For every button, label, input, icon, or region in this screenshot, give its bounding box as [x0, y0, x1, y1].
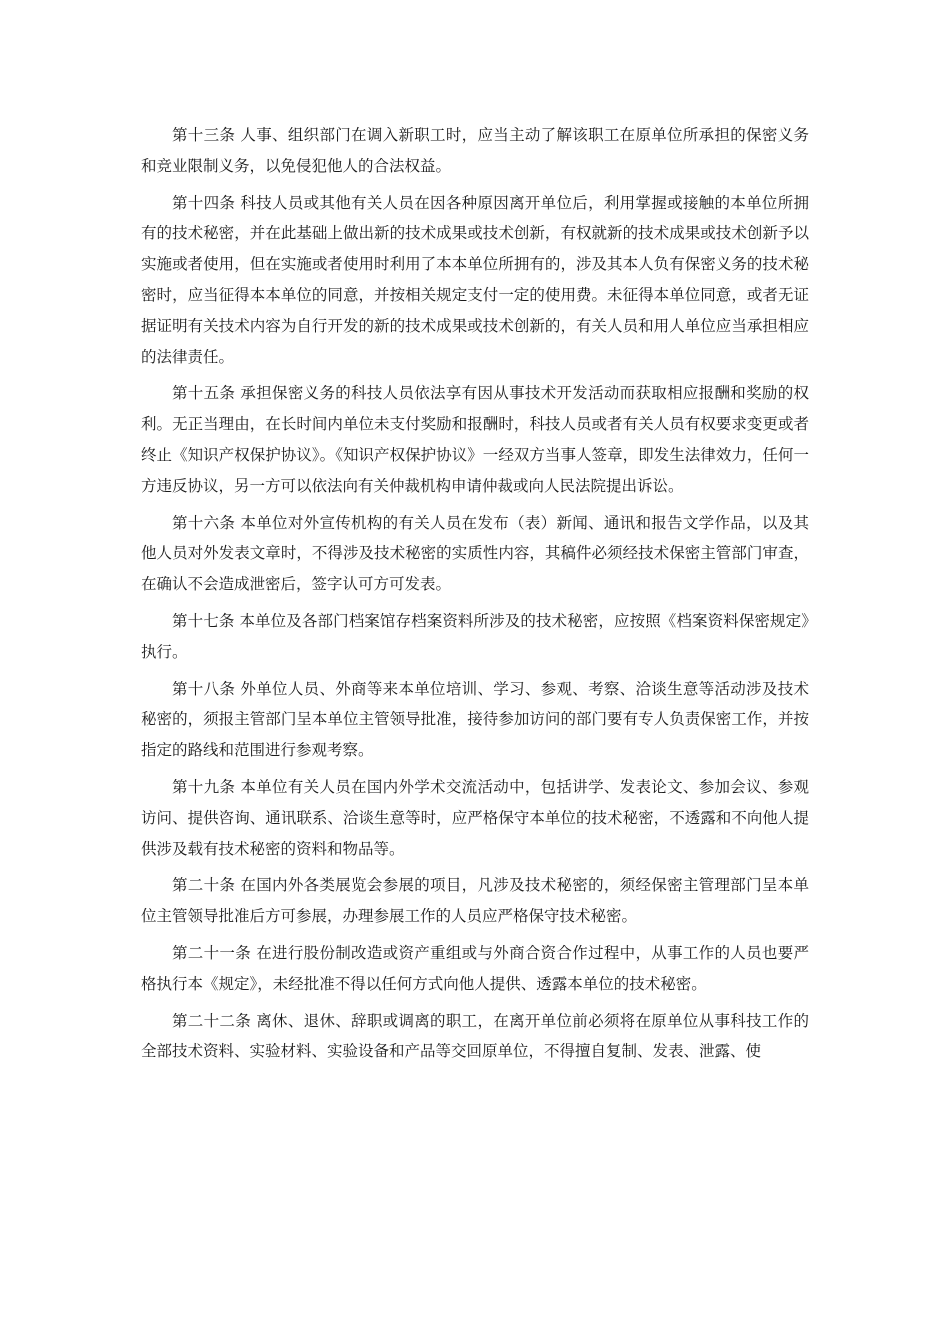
article-20-paragraph: 第二十条 在国内外各类展览会参展的项目，凡涉及技术秘密的，须经保密主管理部门呈本单位主管领导批准后方可参展，办理参展工作的人员应严格保守技术秘密。 — [141, 876, 809, 926]
article-21-paragraph: 第二十一条 在进行股份制改造或资产重组或与外商合资合作过程中，从事工作的人员也要严格执行本《规定》，未经批准不得以任何方式向他人提供、透露本单位的技术秘密。 — [141, 943, 809, 993]
article-19-paragraph: 第十九条 本单位有关人员在国内外学术交流活动中，包括讲学、发表论文、参加会议、参观访问、提供咨询、通讯联系、洽谈生意等时，应严格保守本单位的技术秘密，不透露和不向他人提供涉及载有技术秘密的资料和物品等。 — [141, 777, 809, 858]
article-14-paragraph: 第十四条 科技人员或其他有关人员在因各种原因离开单位后，利用掌握或接触的本单位所拥有的技术秘密，并在此基础上做出新的技术成果或技术创新，有权就新的技术成果或技术创新予以实施或者使用，但在实施或者使用时利用了本本单位所拥有的，涉及其本人负有保密义务的技术秘密时，应当征得本本单位的同意，并按相关规定支付一定的使用费。未征得本单位同意，或者无证据证明有关技术内容为自行开发的新的技术成果或技术创新的，有关人员和用人单位应当承担相应的法律责任。 — [141, 193, 809, 366]
document-body — [141, 120, 809, 1073]
article-16-paragraph: 第十六条 本单位对外宣传机构的有关人员在发布（表）新闻、通讯和报告文学作品，以及其他人员对外发表文章时，不得涉及技术秘密的实质性内容，其稿件必须经技术保密主管部门审查，在确认不会造成泄密后，签字认可方可发表。 — [141, 513, 809, 594]
article-17-paragraph: 第十七条 本单位及各部门档案馆存档案资料所涉及的技术秘密，应按照《档案资料保密规定》执行。 — [141, 611, 809, 661]
article-22-paragraph: 第二十二条 离休、退休、辞职或调离的职工，在离开单位前必须将在原单位从事科技工作的全部技术资料、实验材料、实验设备和产品等交回原单位，不得擅自复制、发表、泄露、使 — [141, 1011, 809, 1061]
article-15-paragraph: 第十五条 承担保密义务的科技人员依法享有因从事技术开发活动而获取相应报酬和奖励的权利。无正当理由，在长时间内单位未支付奖励和报酬时，科技人员或者有关人员有权要求变更或者终止《知识产权保护协议》。《知识产权保护协议》一经双方当事人签章，即发生法律效力，任何一方违反协议，另一方可以依法向有关仲裁机构申请仲裁或向人民法院提出诉讼。 — [141, 384, 809, 495]
article-13-paragraph: 第十三条 人事、组织部门在调入新职工时，应当主动了解该职工在原单位所承担的保密义务和竞业限制义务，以免侵犯他人的合法权益。 — [141, 126, 809, 175]
article-18-paragraph: 第十八条 外单位人员、外商等来本单位培训、学习、参观、考察、洽谈生意等活动涉及技术秘密的，须报主管部门呈本单位主管领导批准，接待参加访问的部门要有专人负责保密工作，并按指定的路线和范围进行参观考察。 — [141, 679, 809, 760]
